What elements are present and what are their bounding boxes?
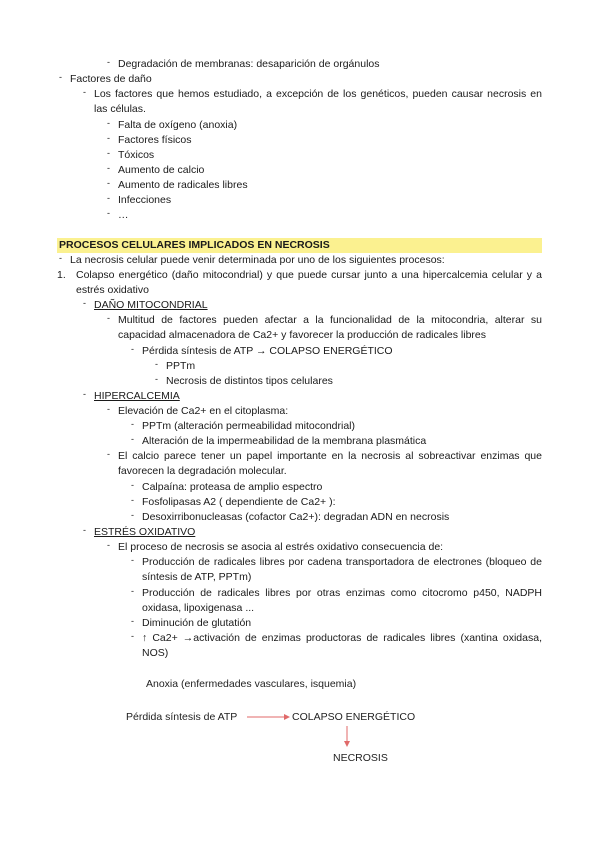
bullet-factores-fisicos: - Factores físicos xyxy=(118,133,192,148)
diagram-necrosis: NECROSIS xyxy=(333,752,388,764)
bullet-necrosis-tipos: - Necrosis de distintos tipos celulares xyxy=(166,374,333,389)
bullet-factores-estudiados: - Los factores que hemos estudiado, a excepción de los genéticos, pueden causar necrosis en las células. xyxy=(94,87,542,117)
bullet-desoxirribonucleasas: - Desoxirribonucleasas (cofactor Ca2+): degradan ADN en necrosis xyxy=(142,510,449,525)
bullet-multitud-factores: - Multitud de factores pueden afectar a la funcionalidad de la mitocondria, alterar su capacidad almacenadora de Ca2+ y favorecer la producción de radicales libres xyxy=(118,313,542,343)
bullet-elevacion-ca: - Elevación de Ca2+ en el citoplasma: xyxy=(118,404,288,419)
bullet-impermeabilidad: - Alteración de la impermeabilidad de la membrana plasmática xyxy=(142,434,426,449)
arrow-atp-to-colapso xyxy=(247,714,290,720)
arrow-colapso-to-necrosis xyxy=(344,726,350,747)
diagram-perdida-atp: Pérdida síntesis de ATP xyxy=(126,711,238,723)
bullet-calcio-papel: - El calcio parece tener un papel importante en la necrosis al sobreactivar enzimas que favorecen la degradación molecular. xyxy=(118,449,542,479)
bullet-aumento-calcio: - Aumento de calcio xyxy=(118,163,204,178)
bullet-necrosis-procesos: - La necrosis celular puede venir determinada por uno de los siguientes procesos: xyxy=(70,253,445,268)
bullet-aumento-radicales: - Aumento de radicales libres xyxy=(118,178,248,193)
subheading-estres-oxidativo: - ESTRÉS OXIDATIVO xyxy=(94,525,195,540)
bullet-factores-dano: - Factores de daño xyxy=(70,72,152,87)
bullet-produccion-cadena: - Producción de radicales libres por cadena transportadora de electrones (bloqueo de síntesis de ATP, PPTm) xyxy=(142,555,542,585)
bullet-degradacion: - Degradación de membranas: desaparición de orgánulos xyxy=(118,57,380,72)
subheading-hipercalcemia: - HIPERCALCEMIA xyxy=(94,389,180,404)
item-colapso-energetico: Colapso energético (daño mitocondrial) y que puede cursar junto a una hipercalcemia celular y a estrés oxidativo xyxy=(76,269,542,296)
bullet-ellipsis: - … xyxy=(118,208,129,223)
section-heading: PROCESOS CELULARES IMPLICADOS EN NECROSIS xyxy=(57,238,542,253)
bullet-glutation: - Diminución de glutatión xyxy=(142,616,251,631)
bullet-toxicos: - Tóxicos xyxy=(118,148,154,163)
bullet-fosfolipasas: - Fosfolipasas A2 ( dependiente de Ca2+ ): xyxy=(142,495,336,510)
diagram-colapso: COLAPSO ENERGÉTICO xyxy=(292,711,416,723)
bullet-infecciones: - Infecciones xyxy=(118,193,171,208)
bullet-falta-oxigeno: - Falta de oxígeno (anoxia) xyxy=(118,118,237,133)
bullet-proceso-necrosis: - El proceso de necrosis se asocia al estrés oxidativo consecuencia de: xyxy=(118,540,443,555)
bullet-produccion-enzimas: - Producción de radicales libres por otras enzimas como citocromo p450, NADPH oxidasa, lipoxigenasa ... xyxy=(142,586,542,616)
bullet-ca-activacion: - ↑ Ca2+ →activación de enzimas productoras de radicales libres (xantina oxidasa, NOS) xyxy=(142,631,542,661)
bullet-pptm-alteracion: - PPTm (alteración permeabilidad mitocondrial) xyxy=(142,419,355,434)
bullet-perdida-atp: - Pérdida síntesis de ATP → COLAPSO ENERGÉTICO xyxy=(142,344,393,359)
diagram-anoxia: Anoxia (enfermedades vasculares, isquemia) xyxy=(146,678,357,690)
bullet-pptm: - PPTm xyxy=(166,359,195,374)
list-number-1: 1. xyxy=(57,269,66,281)
bullet-calpaina: - Calpaína: proteasa de amplio espectro xyxy=(142,480,322,495)
subheading-dano-mitocondrial: - DAÑO MITOCONDRIAL xyxy=(94,298,208,313)
